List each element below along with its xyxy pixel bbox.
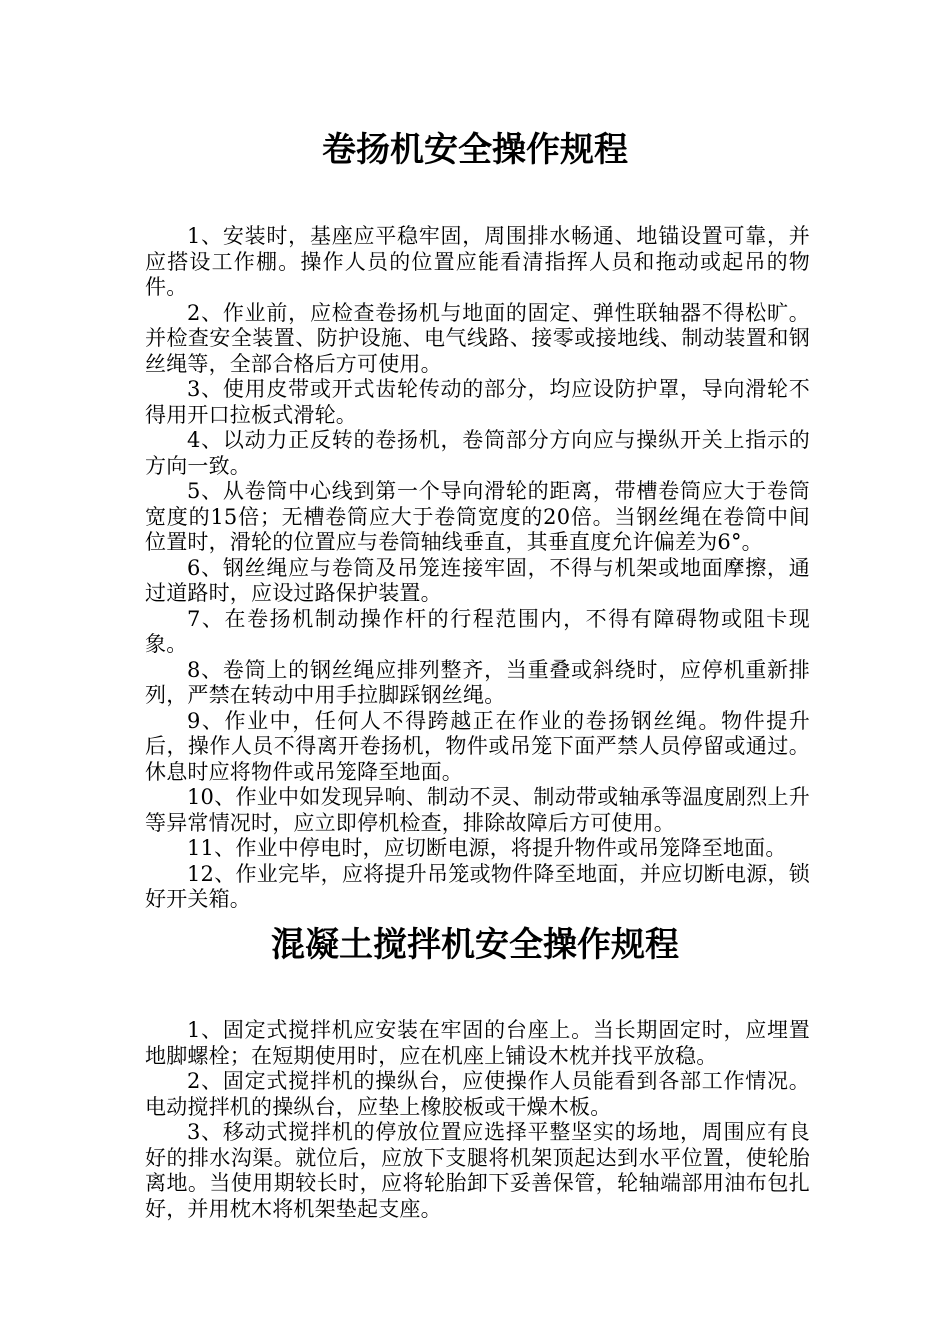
paragraph: 9、作业中，任何人不得跨越正在作业的卷扬钢丝绳。物件提升后，操作人员不得离开卷扬机，物件或吊笼下面严禁人员停留或通过。休息时应将物件或吊笼降至地面。 bbox=[145, 708, 810, 784]
paragraph: 1、安装时，基座应平稳牢固，周围排水畅通、地锚设置可靠，并应搭设工作棚。操作人员的位置应能看清指挥人员和拖动或起吊的物件。 bbox=[145, 224, 810, 299]
paragraph: 2、固定式搅拌机的操纵台，应使操作人员能看到各部工作情况。电动搅拌机的操纵台，应垫上橡胶板或干燥木板。 bbox=[145, 1069, 810, 1119]
paragraph: 1、固定式搅拌机应安装在牢固的台座上。当长期固定时，应埋置地脚螺栓；在短期使用时，应在机座上铺设木枕并找平放稳。 bbox=[145, 1018, 810, 1068]
paragraph: 5、从卷筒中心线到第一个导向滑轮的距离，带槽卷筒应大于卷筒宽度的15倍；无槽卷筒应大于卷筒宽度的20倍。当钢丝绳在卷筒中间位置时，滑轮的位置应与卷筒轴线垂直，其垂直度允许偏差为6°。 bbox=[145, 479, 810, 554]
section-body-winch bbox=[145, 224, 810, 913]
paragraph: 6、钢丝绳应与卷筒及吊笼连接牢固，不得与机架或地面摩擦，通过道路时，应设过路保护装置。 bbox=[145, 555, 810, 605]
paragraph: 10、作业中如发现异响、制动不灵、制动带或轴承等温度剧烈上升等异常情况时，应立即停机检查，排除故障后方可使用。 bbox=[145, 785, 810, 835]
section-title-winch: 卷扬机安全操作规程 bbox=[322, 130, 628, 170]
paragraph: 2、作业前，应检查卷扬机与地面的固定、弹性联轴器不得松旷。并检查安全装置、防护设施、电气线路、接零或接地线、制动装置和钢丝绳等，全部合格后方可使用。 bbox=[145, 300, 810, 376]
paragraph: 11、作业中停电时，应切断电源，将提升物件或吊笼降至地面。 bbox=[187, 836, 787, 860]
section-title-concrete-mixer: 混凝土搅拌机安全操作规程 bbox=[271, 925, 679, 965]
paragraph: 3、使用皮带或开式齿轮传动的部分，均应设防护罩，导向滑轮不得用开口拉板式滑轮。 bbox=[145, 377, 810, 427]
paragraph: 7、在卷扬机制动操作杆的行程范围内，不得有障碍物或阻卡现象。 bbox=[145, 606, 810, 656]
section-body-concrete-mixer bbox=[145, 1018, 810, 1222]
paragraph: 8、卷筒上的钢丝绳应排列整齐，当重叠或斜绕时，应停机重新排列，严禁在转动中用手拉脚踩钢丝绳。 bbox=[145, 657, 810, 707]
paragraph: 3、移动式搅拌机的停放位置应选择平整坚实的场地，周围应有良好的排水沟渠。就位后，应放下支腿将机架顶起达到水平位置，使轮胎离地。当使用期较长时，应将轮胎卸下妥善保管，轮轴端部用油布包扎好，并用枕木将机架垫起支座。 bbox=[145, 1120, 810, 1221]
paragraph: 12、作业完毕，应将提升吊笼或物件降至地面，并应切断电源，锁好开关箱。 bbox=[145, 861, 810, 911]
paragraph: 4、以动力正反转的卷扬机，卷筒部分方向应与操纵开关上指示的方向一致。 bbox=[145, 428, 810, 478]
